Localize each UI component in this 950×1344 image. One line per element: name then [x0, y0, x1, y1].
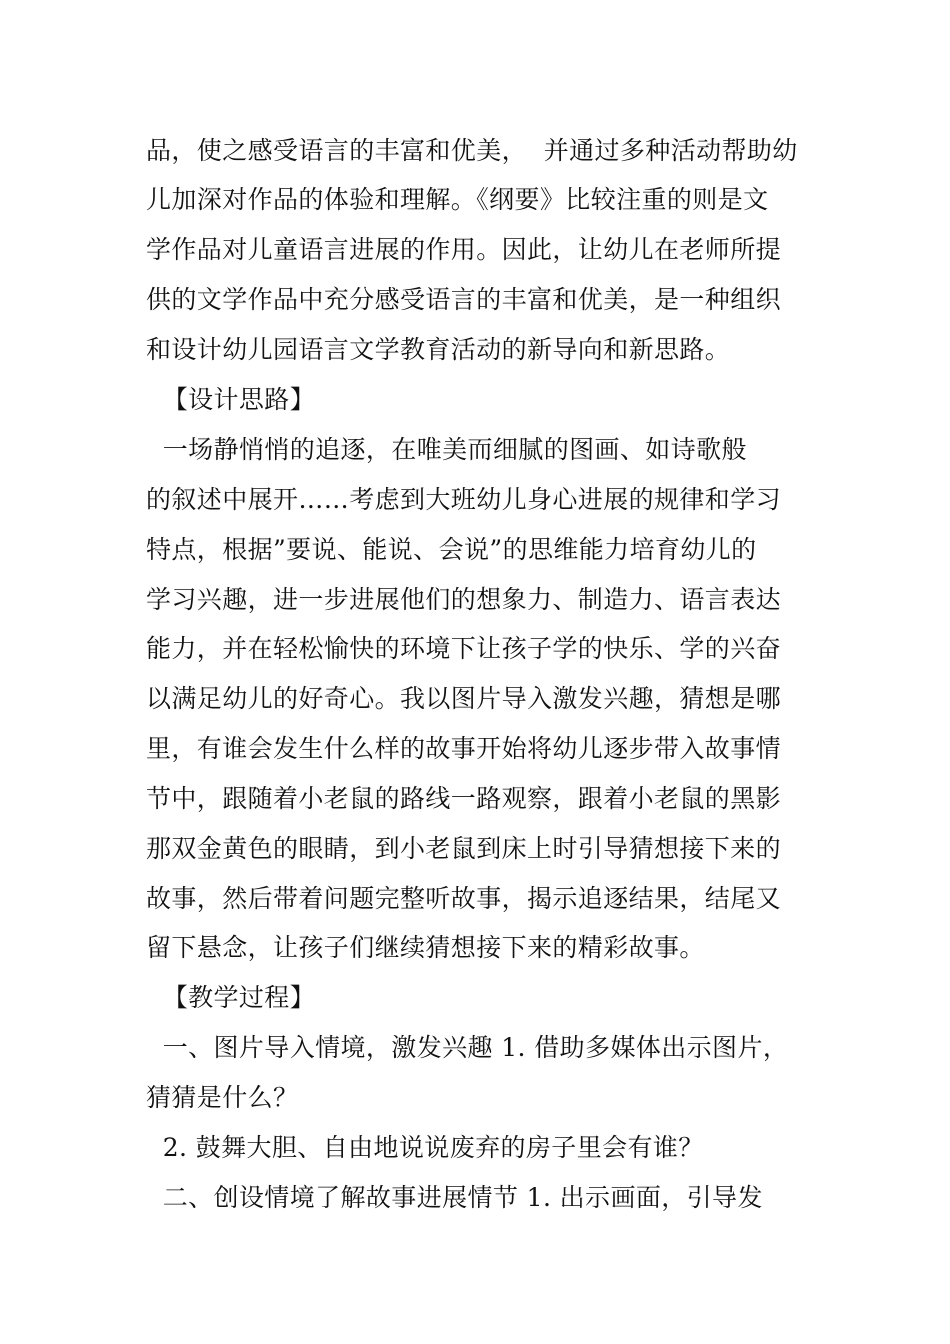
text-line: 学作品对儿童语言进展的作用。因此，让幼儿在老师所提	[146, 235, 782, 264]
text-line: 节中，跟随着小老鼠的路线一路观察，跟着小老鼠的黑影	[146, 784, 782, 813]
text-line: 一、图片导入情境，激发兴趣 1. 借助多媒体出示图片，	[146, 1033, 789, 1062]
text-line: 和设计幼儿园语言文学教育活动的新导向和新思路。	[146, 335, 731, 364]
text-line: 能力，并在轻松愉快的环境下让孩子学的快乐、学的兴奋	[146, 634, 782, 663]
text-line: 里，有谁会发生什么样的故事开始将幼儿逐步带入故事情	[146, 734, 782, 763]
section-heading: 【教学过程】	[146, 983, 316, 1012]
text-line: 品，使之感受语言的丰富和优美， 并通过多种活动帮助幼	[146, 136, 798, 165]
text-line: 那双金黄色的眼睛，到小老鼠到床上时引导猜想接下来的	[146, 834, 782, 863]
text-line: 故事，然后带着问题完整听故事，揭示追逐结果，结尾又	[146, 884, 782, 913]
text-line: 的叙述中展开……考虑到大班幼儿身心进展的规律和学习	[146, 485, 782, 514]
text-line: 特点，根据”要说、能说、会说”的思维能力培育幼儿的	[146, 535, 757, 564]
section-heading: 【设计思路】	[146, 385, 316, 414]
text-line: 儿加深对作品的体验和理解。《纲要》比较注重的则是文	[146, 185, 769, 214]
text-line: 供的文学作品中充分感受语言的丰富和优美，是一种组织	[146, 285, 782, 314]
text-line: 一场静悄悄的追逐，在唯美而细腻的图画、如诗歌般	[146, 435, 747, 464]
text-line: 猜猜是什么？	[146, 1083, 299, 1112]
text-line: 2. 鼓舞大胆、自由地说说废弃的房子里会有谁？	[146, 1133, 704, 1162]
text-line: 二、创设情境了解故事进展情节 1. 出示画面，引导发	[146, 1183, 763, 1212]
text-line: 留下悬念，让孩子们继续猜想接下来的精彩故事。	[146, 933, 705, 962]
text-line: 学习兴趣，进一步进展他们的想象力、制造力、语言表达	[146, 585, 782, 614]
text-line: 以满足幼儿的好奇心。我以图片导入激发兴趣，猜想是哪	[146, 684, 782, 713]
